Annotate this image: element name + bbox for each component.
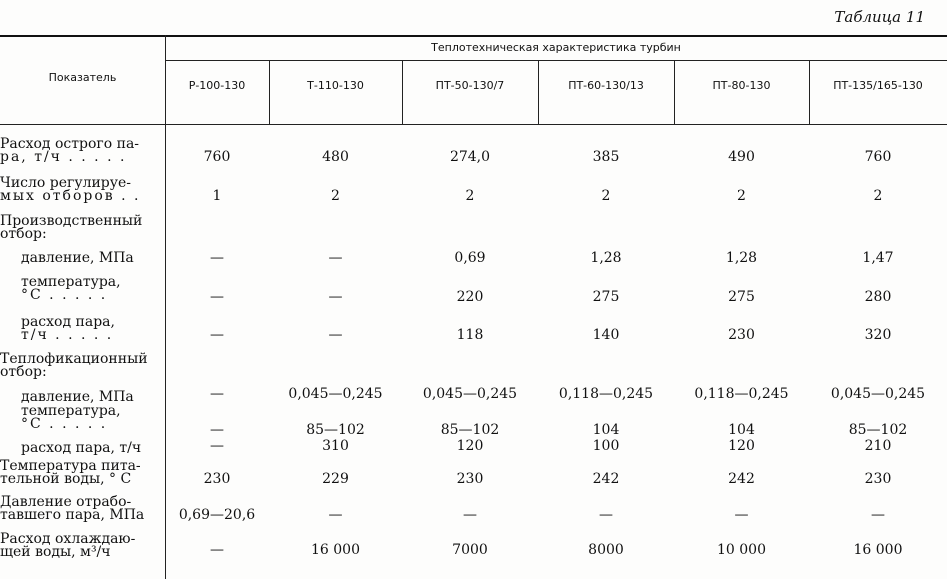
table-cell: 85—102	[848, 422, 908, 438]
table-cell: 10 000	[717, 542, 766, 558]
table-cell: —	[463, 507, 477, 523]
table-cell: 1	[212, 188, 222, 204]
table-cell: —	[328, 327, 343, 343]
table-cell: 85—102	[440, 422, 500, 438]
table-cell: 2	[331, 188, 340, 204]
table-cell: —	[210, 327, 224, 343]
table-cell: 230	[728, 327, 755, 343]
table-cell: —	[210, 422, 224, 438]
row-label: давление, МПа	[21, 389, 134, 405]
section-label: Теплофикационный отбор:	[0, 351, 148, 380]
param-column-divider	[165, 35, 166, 579]
table-cell: 0,045—0,245	[422, 386, 518, 402]
table-cell: 2	[601, 188, 611, 204]
table-cell: 0,118—0,245	[694, 386, 789, 402]
table-cell: 220	[456, 289, 484, 305]
column-header: ПТ-50-130/7	[435, 79, 505, 92]
section-label: Производственный отбор:	[0, 213, 143, 242]
column-header: ПТ-80-130	[712, 79, 771, 92]
column-divider	[809, 60, 810, 124]
table-cell: 1,47	[862, 250, 894, 266]
row-label: давление, МПа	[21, 250, 134, 266]
row-label: температура, °С . . . . .	[21, 403, 121, 432]
table-cell: 0,69	[454, 250, 486, 266]
column-header: ПТ-60-130/13	[568, 79, 644, 92]
row-label: расход пара, т/ч . . . . .	[21, 314, 115, 343]
table-cell: 120	[728, 438, 755, 454]
top-rule	[0, 35, 947, 37]
table-cell: 16 000	[853, 542, 903, 558]
table-cell: —	[210, 386, 224, 402]
table-cell: 275	[728, 289, 755, 305]
table-cell: 480	[322, 149, 349, 165]
row-label: Температура пита- тельной воды, ° С	[0, 458, 141, 487]
table-cell: —	[210, 438, 224, 454]
table-cell: 490	[728, 149, 755, 165]
table-cell: 760	[203, 149, 231, 165]
column-header: Т-110-130	[307, 79, 364, 92]
table-cell: 1,28	[725, 250, 758, 266]
column-divider	[402, 60, 403, 124]
table-cell: 16 000	[311, 542, 360, 558]
column-divider	[269, 60, 270, 124]
table-cell: 0,118—0,245	[558, 386, 654, 402]
table-cell: 2	[873, 188, 883, 204]
table-cell: 230	[864, 471, 892, 487]
row-label: температура, °С . . . . .	[21, 274, 121, 303]
table-cell: 310	[322, 438, 349, 454]
table-cell: —	[210, 289, 224, 305]
table-cell: 104	[728, 422, 755, 438]
table-cell: 7000	[452, 542, 488, 558]
group-rule	[165, 60, 947, 61]
table-cell: 320	[864, 327, 892, 343]
table-cell: —	[328, 507, 343, 523]
column-divider	[674, 60, 675, 124]
table-cell: 2	[737, 188, 746, 204]
table-cell: 140	[592, 327, 620, 343]
group-header: Теплотехническая характеристика турбин	[431, 41, 681, 54]
table-cell: 0,045—0,245	[288, 386, 383, 402]
table-cell: 229	[322, 471, 349, 487]
table-cell: 242	[592, 471, 620, 487]
table-cell: 230	[456, 471, 484, 487]
row-label: Расход охлаждаю- щей воды, м³/ч	[0, 531, 136, 560]
table-cell: 275	[592, 289, 620, 305]
column-header: Р-100-130	[188, 79, 246, 92]
table-cell: 8000	[588, 542, 624, 558]
row-label-header: Показатель	[48, 71, 117, 84]
row-label: расход пара, т/ч	[21, 440, 142, 456]
table-cell: 0,69—20,6	[178, 507, 256, 523]
row-label: Давление отрабо- тавшего пара, МПа	[0, 494, 145, 523]
table-cell: 385	[592, 149, 620, 165]
row-label: Расход острого па- ра, т/ч . . . . .	[0, 136, 140, 165]
row-label: Число регулируе- мых отборов . .	[0, 175, 141, 204]
table-caption: Таблица 11	[834, 8, 925, 26]
table-cell: 274,0	[449, 149, 491, 165]
table-cell: —	[871, 507, 885, 523]
header-bottom-rule	[0, 124, 947, 125]
table-cell: 120	[456, 438, 484, 454]
table-cell: 1,28	[590, 250, 622, 266]
table-cell: 280	[864, 289, 892, 305]
table-cell: 100	[592, 438, 620, 454]
table-cell: 85—102	[306, 422, 365, 438]
table-cell: 0,045—0,245	[830, 386, 926, 402]
table-cell: —	[599, 507, 613, 523]
table-cell: —	[210, 542, 224, 558]
table-cell: 242	[728, 471, 755, 487]
table-cell: —	[734, 507, 749, 523]
column-header: ПТ-135/165-130	[833, 79, 923, 92]
table-cell: 210	[864, 438, 892, 454]
table-cell: —	[328, 250, 343, 266]
table-cell: 2	[465, 188, 475, 204]
column-divider	[538, 60, 539, 124]
table-cell: 230	[203, 471, 231, 487]
table-cell: —	[210, 250, 224, 266]
table-cell: —	[328, 289, 343, 305]
table-cell: 760	[864, 149, 892, 165]
table-cell: 104	[592, 422, 620, 438]
table-cell: 118	[456, 327, 484, 343]
